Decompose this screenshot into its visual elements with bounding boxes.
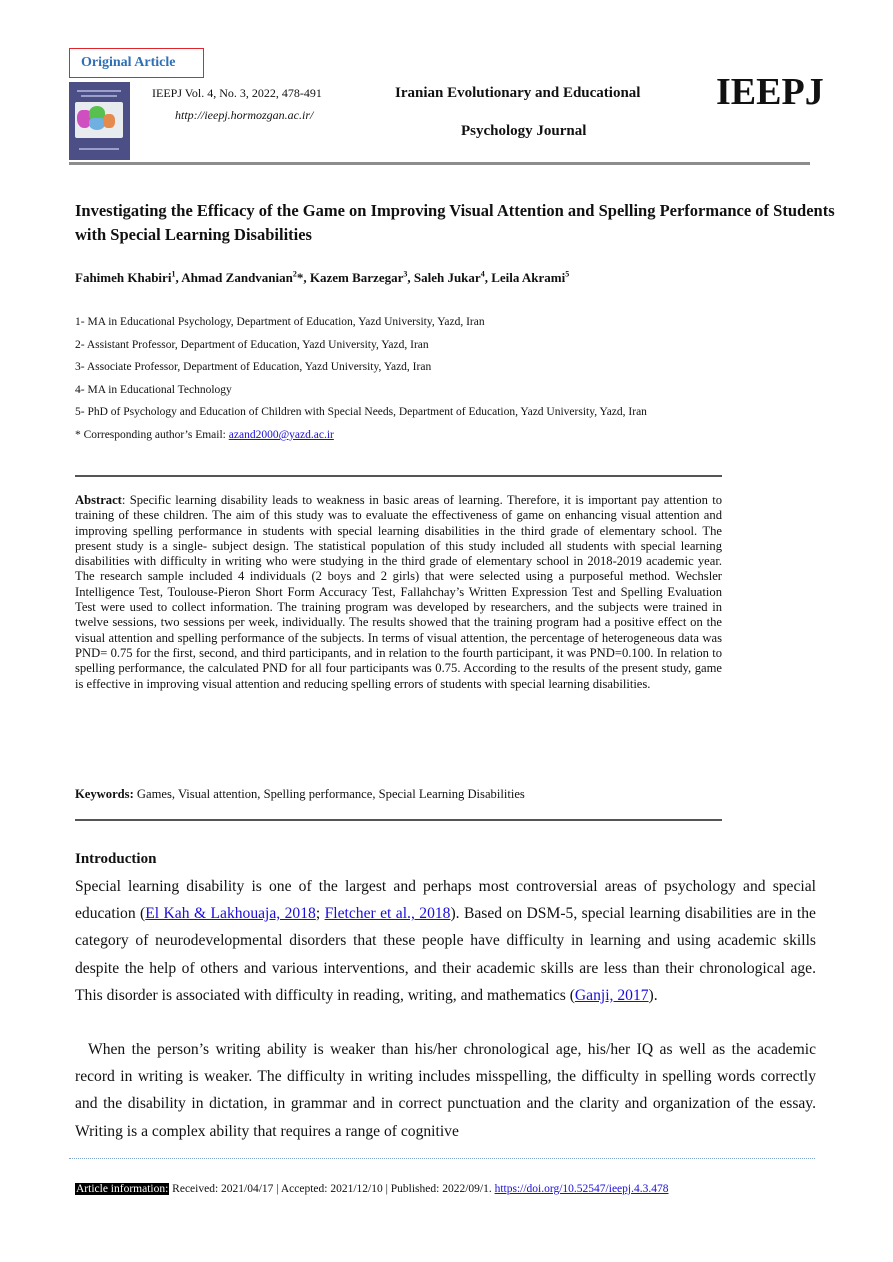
- author: Kazem Barzegar$^3$,: [309, 270, 414, 286]
- intro-paragraph-2: When the person’s writing ability is weaker than his/her chronological age, his/her IQ as well as the academic record in writing is weaker. The difficulty in writing includes misspelling, the difficulty in spelling words correctly and the disability in dictation, in grammar and in correct punctuation and the clarity and organization of the essay. Writing is a complex ability that requires a range of cognitive: [75, 1041, 816, 1140]
- header-divider: [69, 162, 810, 165]
- doi-link[interactable]: https://doi.org/10.52547/ieepj.4.3.478: [494, 1183, 669, 1195]
- journal-title-line1: Iranian Evolutionary and Educational: [395, 85, 641, 101]
- corresponding-email-link[interactable]: azand2000@yazd.ac.ir: [228, 429, 334, 441]
- author: Fahimeh Khabiri$^1$,: [75, 270, 182, 286]
- affiliation: 2- Assistant Professor, Department of Education, Yazd University, Yazd, Iran: [75, 339, 429, 351]
- citation-link[interactable]: Ganji, 2017: [574, 986, 649, 1004]
- author-list: [75, 270, 569, 286]
- article-type-label: Original Article: [81, 55, 176, 70]
- section-heading-introduction: Introduction: [75, 851, 157, 867]
- abstract-label: Abstract: [75, 493, 122, 507]
- keywords-text: Games, Visual attention, Spelling performance, Special Learning Disabilities: [133, 787, 525, 801]
- author: Ahmad Zandvanian$^2$*,: [181, 270, 310, 286]
- author: Saleh Jukar$^4$,: [413, 270, 492, 286]
- article-info-label: Article information:: [76, 1183, 169, 1195]
- article-dates: Received: 2021/04/17 | Accepted: 2021/12/10 | Published: 2022/09/1.: [169, 1183, 495, 1195]
- abstract-text: : Specific learning disability leads to weakness in basic areas of learning. Therefore, it is important pay attention to training of these children. The aim of this study was to evaluate the effectiveness of game on enhancing visual attention and improving spelling performance in students with special learning disabilities in the third grade of elementary school. The present study is a single- subject design. The statistical population of this study included all students with special learning disabilities with difficulty in writing who were studying in the third grade of elementary school in 2018-2019 academic year. The research sample included 4 individuals (2 boys and 2 girls) that were selected using a purposeful method. Wechsler Intelligence Test, Toulouse-Pieron Short Form Accuracy Test, Fallahchay’s Written Expression Test and Spelling Evaluation Test were used to collect information. The training program was developed by researchers, and the subjects were trained in twelve sessions, two sessions per week, individually. The results showed that the training program had a positive effect on the visual attention and spelling performance of the subjects. In terms of visual attention, the percentage of heterogeneous data was PND= 0.75 for the first, second, and third participants, and in relation to the fourth participant, it was PND=0.100. In relation to spelling performance, the calculated PND for all four participants was 0.75. According to the results of the present study, game is effective in improving visual attention and reducing spelling errors of students with special learning disabilities.: [75, 493, 722, 691]
- affiliation: 1- MA in Educational Psychology, Department of Education, Yazd University, Yazd, Iran: [75, 316, 485, 328]
- journal-title-line2: Psychology Journal: [461, 123, 587, 139]
- affiliation: 5- PhD of Psychology and Education of Children with Special Needs, Department of Education, Yazd University, Yazd, Iran: [75, 406, 647, 418]
- journal-cover-image: [69, 82, 130, 160]
- citation-link[interactable]: Fletcher et al., 2018: [324, 905, 451, 923]
- abstract: [75, 493, 722, 692]
- journal-url[interactable]: http://ieepj.hormozgan.ac.ir/: [175, 108, 314, 122]
- citation-link[interactable]: El Kah & Lakhouaja, 2018: [145, 905, 316, 923]
- corresponding-author: * Corresponding author’s Email: azand2000@yazd.ac.ir: [75, 429, 334, 441]
- footer-divider: [69, 1158, 815, 1160]
- author: Leila Akrami$^5$: [491, 270, 570, 286]
- affiliation: 4- MA in Educational Technology: [75, 384, 232, 396]
- keywords: [75, 787, 525, 802]
- article-information: [75, 1183, 668, 1195]
- volume-info: IEEPJ Vol. 4, No. 3, 2022, 478-491: [152, 86, 322, 100]
- affiliation: 3- Associate Professor, Department of Education, Yazd University, Yazd, Iran: [75, 361, 432, 373]
- abstract-top-divider: [75, 475, 722, 477]
- journal-logo: IEEPJ: [716, 71, 824, 113]
- keywords-label: Keywords:: [75, 787, 134, 801]
- abstract-bottom-divider: [75, 819, 722, 821]
- article-title: Investigating the Efficacy of the Game on Improving Visual Attention and Spelling Performance of Students with Special Learning Disabilities: [75, 201, 835, 244]
- intro-paragraph-1: Special learning disability is one of the largest and perhaps most controversial areas of psychology and special education (El Kah & Lakhouaja, 2018; Fletcher et al., 2018). Based on DSM-5, special learning disabilities are in the category of neurodevelopmental disorders that these people have difficulty in learning and using academic skills despite the help of others and various interventions, and their academic skills are less than their chronological age. This disorder is associated with difficulty in reading, writing, and mathematics (Ganji, 2017).: [75, 878, 816, 1004]
